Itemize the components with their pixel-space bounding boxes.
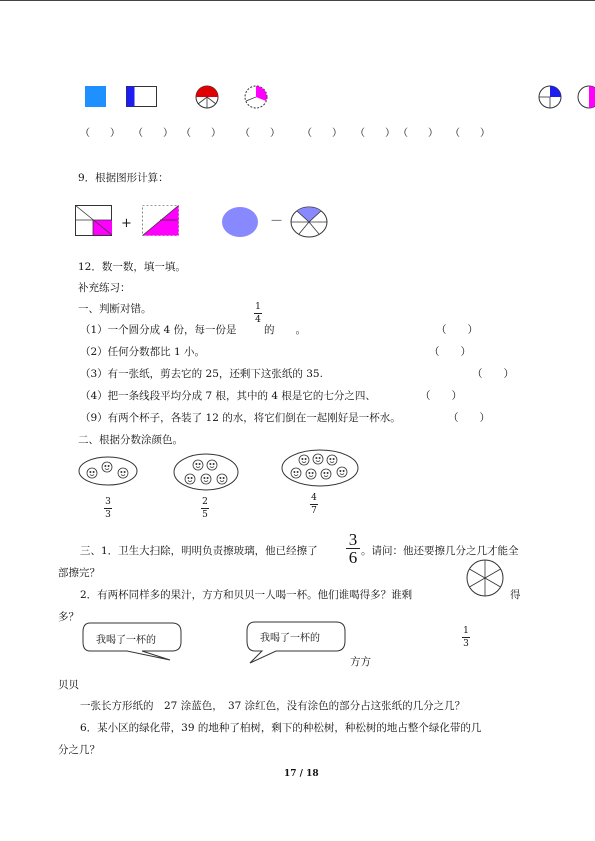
smiley-group-3: [78, 455, 140, 489]
blue-pie-slice: [550, 86, 561, 97]
q12-title: 12．数一数，填一填。: [78, 261, 186, 273]
bubble-fraction: [462, 626, 470, 649]
magenta-half-circle-figure: [578, 85, 595, 111]
problem-6-text-b: 分之几？: [58, 744, 100, 756]
fraction-bar: [462, 637, 470, 638]
group-3-fraction: [310, 493, 318, 516]
name-beibei: 贝贝: [58, 679, 79, 691]
blank-5[interactable]: （ ）: [302, 128, 342, 139]
blue-square-figure: [85, 86, 107, 108]
problem-1-text-b: 。请问：他还要擦几分之几才能全: [361, 545, 519, 557]
judge-item-2: （2）任何分数都比 1 小。: [80, 346, 206, 358]
problem-2-text-c: 多？: [58, 611, 79, 623]
q9-minus-sign: －: [270, 214, 284, 229]
problem-2-text-b: 得: [510, 589, 521, 601]
problem-1-text-a: 三、1．卫生大扫除，明明负责擦玻璃，他已经擦了: [80, 545, 318, 557]
blank-1[interactable]: （ ）: [80, 128, 120, 139]
group-2-fraction: [201, 497, 209, 520]
problem-1-text-c: 部擦完？: [58, 567, 100, 579]
judge-item-3: （3）有一张纸，剪去它的 25，还剩下这张纸的 35.: [80, 368, 323, 380]
red-pie-slice: [196, 86, 218, 97]
fraction-bar: [201, 508, 209, 509]
magenta-half-slice: [589, 86, 595, 108]
group-3-num: 4: [311, 493, 317, 503]
judge-item-1: （1）一个圆分成 4 份，每一份是: [80, 324, 237, 336]
judge-item-1-after: 的 。: [264, 324, 306, 336]
problem-2-text-a: 2．有两杯同样多的果汁，方方和贝贝一人喝一杯。他们谁喝得多？谁剩: [80, 589, 413, 601]
problem-1-den: 6: [348, 548, 358, 567]
group-1-num: 3: [105, 497, 111, 507]
magenta-pie-figure: [244, 85, 270, 111]
problem-1-fraction: [346, 531, 360, 566]
fraction-bar: [254, 313, 262, 314]
judge-item-4-blank[interactable]: （ ）: [420, 390, 462, 402]
problem-3-text: 一张长方形纸的 27 涂蓝色， 37 涂红色，没有涂色的部分占这张纸的几分之几？: [80, 700, 466, 712]
blue-square: [85, 86, 106, 107]
blank-2[interactable]: （ ）: [133, 128, 173, 139]
judge-item-1-fraction: [254, 302, 262, 325]
speech-bubble-right-text: 我喝了一杯的: [260, 633, 320, 644]
red-pie-figure: [195, 85, 221, 111]
blue-pie-figure: [538, 85, 564, 111]
judge-item-1-frac-num: 1: [255, 302, 261, 312]
fraction-bar: [104, 508, 112, 509]
blank-3[interactable]: （ ）: [181, 128, 221, 139]
blank-7[interactable]: （ ）: [398, 128, 438, 139]
judge-item-4: （4）把一条线段平均分成 7 根，其中的 4 根是它的七分之四、: [80, 390, 376, 402]
group-2-num: 2: [202, 497, 208, 507]
judge-item-1-blank[interactable]: （ ）: [436, 324, 478, 336]
color-section-title: 二、根据分数涂颜色。: [78, 434, 183, 446]
group-2-den: 5: [202, 510, 208, 520]
problem-1-num: 3: [348, 530, 358, 549]
smiley-group-7: [281, 448, 361, 490]
q9-title: 9．根据图形计算：: [78, 172, 169, 184]
bubble-frac-den: 3: [463, 639, 469, 649]
group-1-fraction: [104, 497, 112, 520]
judge-item-5-blank[interactable]: （ ）: [448, 412, 490, 424]
q9-square-figure: [75, 205, 113, 237]
group-3-den: 7: [311, 506, 317, 516]
smiley-group-5: [173, 452, 241, 494]
page-top-border: [0, 0, 595, 1]
q9-ellipse-figure: [221, 206, 261, 240]
blank-8[interactable]: （ ）: [450, 128, 490, 139]
judge-title: 一、判断对错。: [78, 303, 152, 315]
speech-bubble-left-text: 我喝了一杯的: [96, 635, 156, 646]
fraction-bar: [310, 504, 318, 505]
page-number: 17 / 18: [284, 769, 319, 779]
name-fangfang: 方方: [350, 656, 371, 668]
blank-6[interactable]: （ ）: [355, 128, 395, 139]
group-1-den: 3: [105, 510, 111, 520]
q9-triangle-figure: [142, 205, 180, 237]
bubble-frac-num: 1: [463, 626, 469, 636]
judge-item-1-frac-den: 4: [255, 315, 261, 325]
problem-6-text-a: 6．某小区的绿化带，39 的地种了柏树，剩下的种松树，种松树的地占整个绿化带的几: [80, 722, 482, 734]
half-rect-fill: [127, 87, 135, 107]
judge-item-5: （9）有两个杯子，各装了 12 的水，将它们倒在一起刚好是一杯水。: [80, 412, 401, 424]
q9-plus-sign: +: [121, 216, 132, 231]
judge-item-3-blank[interactable]: （ ）: [472, 368, 514, 380]
judge-item-2-blank[interactable]: （ ）: [429, 346, 471, 358]
half-rect-figure: [126, 86, 158, 108]
problem-2-pie-figure: [466, 559, 506, 599]
q9-pie-figure: [290, 206, 330, 240]
supplement-title: 补充练习：: [78, 282, 131, 294]
blank-4[interactable]: （ ）: [240, 128, 280, 139]
